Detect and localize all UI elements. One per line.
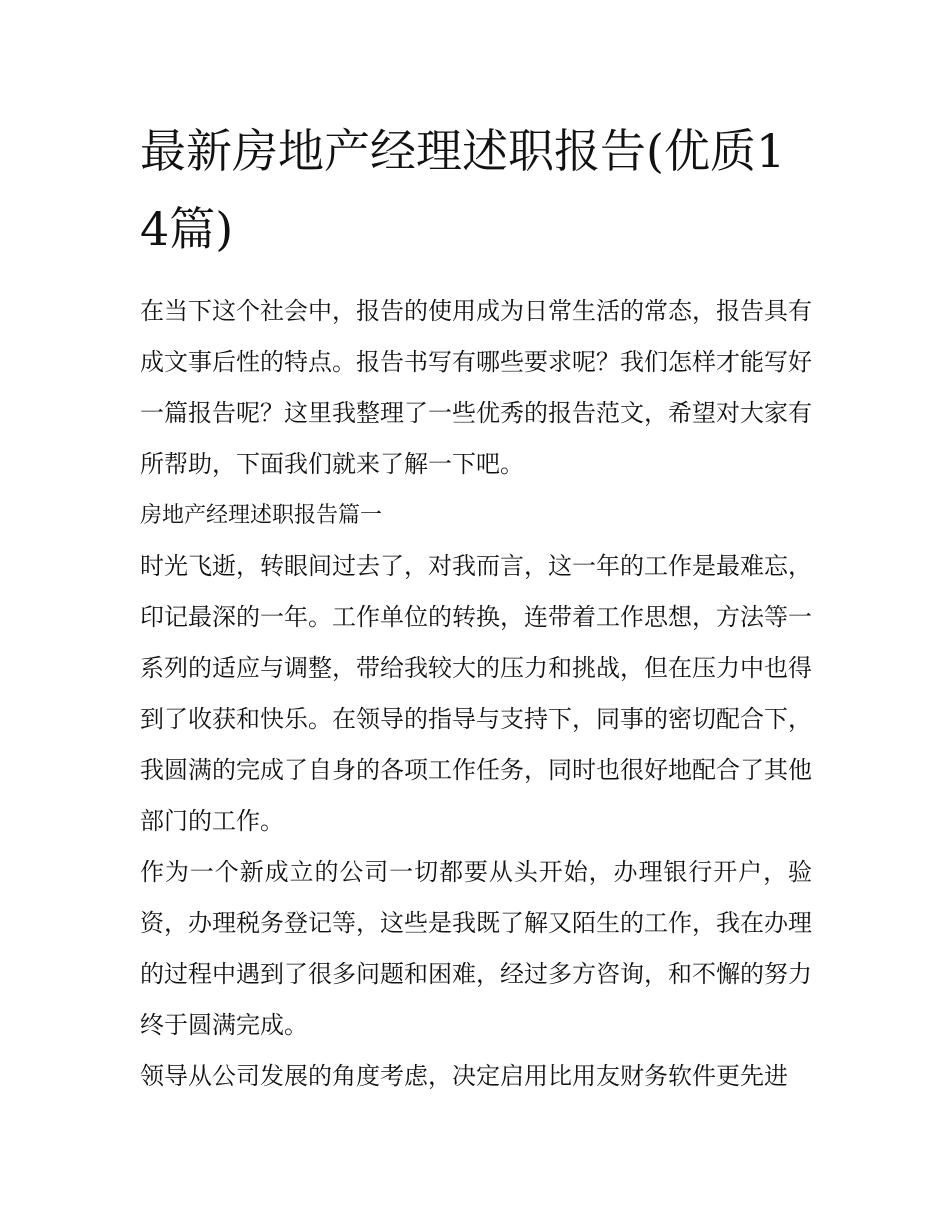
intro-paragraph: 在当下这个社会中，报告的使用成为日常生活的常态，报告具有成文事后性的特点。报告书写有哪些要求呢？我们怎样才能写好一篇报告呢？这里我整理了一些优秀的报告范文，希望对大家有所帮助，下面我们就来了解一下吧。 — [140, 297, 812, 478]
body-paragraph-1: 时光飞逝，转眼间过去了，对我而言，这一年的工作是最难忘，印记最深的一年。工作单位的转换，连带着工作思想，方法等一系列的适应与调整，带给我较大的压力和挑战，但在压力中也得到了收获和快乐。在领导的指导与支持下，同事的密切配合下，我圆满的完成了自身的各项工作任务，同时也很好地配合了其他部门的工作。 — [140, 552, 812, 835]
body-paragraph-2: 作为一个新成立的公司一切都要从头开始，办理银行开户，验资，办理税务登记等，这些是我既了解又陌生的工作，我在办理的过程中遇到了很多问题和困难，经过多方咨询，和不懈的努力终于圆满完成。 — [140, 858, 812, 1039]
document-title: 最新房地产经理述职报告(优质14篇) — [140, 124, 786, 256]
document-body — [140, 112, 812, 1102]
body-paragraph-3: 领导从公司发展的角度考虑，决定启用比用友财务软件更先进 — [140, 1062, 788, 1090]
section-heading: 房地产经理述职报告篇一 — [140, 503, 383, 528]
